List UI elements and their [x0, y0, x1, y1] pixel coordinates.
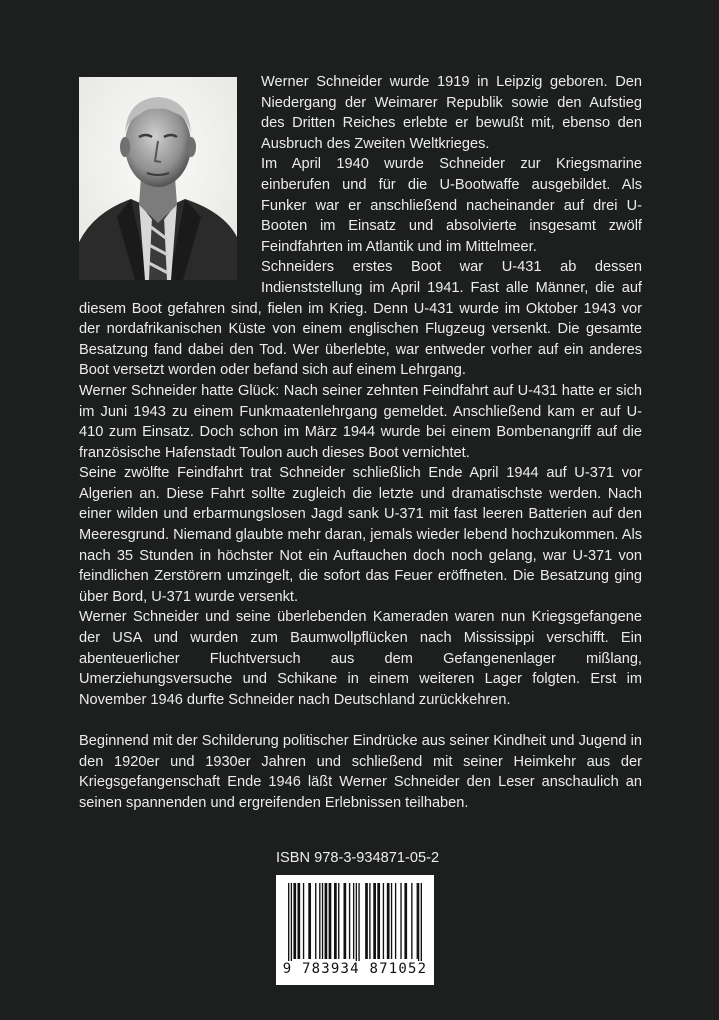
barcode-bar [303, 883, 304, 959]
barcode-digits: 9 783934 871052 [282, 961, 428, 977]
barcode-bar [373, 883, 376, 959]
barcode-bar [288, 883, 289, 961]
barcode-bar [369, 883, 370, 959]
barcode-bar [291, 883, 292, 961]
biography-paragraph: Werner Schneider wurde 1919 in Leipzig geboren. Den Niedergang der Weimarer Republik sowie den Aufstieg des Dritten Reiches erlebte er bewußt mit, ebenso den Ausbruch des Zweiten Weltkrieges. [261, 74, 642, 152]
barcode-bar [404, 883, 407, 959]
barcode-bar [400, 883, 401, 959]
barcode-bar [308, 883, 311, 959]
barcode-bar [356, 883, 357, 961]
barcode-bar [387, 883, 390, 959]
barcode-bar [418, 883, 419, 961]
isbn-label: ISBN 978-3-934871-05-2 [276, 850, 440, 866]
biography-text [79, 72, 642, 813]
barcode-bar [319, 883, 320, 959]
biography-paragraph: Seine zwölfte Feindfahrt trat Schneider schließlich Ende April 1944 auf U-371 vor Algerien an. Diese Fahrt sollte zugleich die letzte und dramatischste werden. Nach einer wilden und erbarmungslosen Jagd sank U-371 mit fast leeren Batterien auf den Meeresgrund. Niemand glaubte mehr daran, jemals wieder lebend hochzukommen. Als nach 35 Stunden in höchster Not ein Auftauchen doch noch gelang, war U-371 von feindlichen Zerstörern umzingelt, die sofort das Feuer eröffneten. Die Besatzung ging über Bord, U-371 wurde versenkt. [79, 465, 642, 605]
barcode-bar [325, 883, 328, 959]
barcode-bar [377, 883, 380, 959]
biography-paragraph: Werner Schneider hatte Glück: Nach seiner zehnten Feindfahrt auf U-431 hatte er sich im Juni 1943 zu einem Funkmaatenlehrgang gemeldet. Anschließend kam er auf U-410 zum Einsatz. Doch schon im März 1944 wurde bei einem Bombenangriff auf die französische Hafenstadt Toulon auch dieses Boot vernichtet. [79, 382, 642, 461]
barcode-bar [353, 883, 354, 959]
barcode-bar [329, 883, 332, 959]
barcode-bar [334, 883, 337, 959]
barcode-bar [343, 883, 346, 959]
biography-paragraph: Werner Schneider und seine überlebenden Kameraden waren nun Kriegsgefangene der USA und wurden zum Baumwollpflücken nach Mississippi verschifft. Ein abenteuerlicher Fluchtversuch aus dem Gefangenenlager mißlang, Umerziehungsversuche und Schikane in einem weiteren Lager folgten. Erst im November 1946 durfte Schneider nach Deutschland zurückkehren. [79, 609, 642, 708]
barcode-bar [293, 883, 296, 959]
barcode-bar [349, 883, 350, 959]
biography-paragraph: Schneiders erstes Boot war U-431 ab dessen Indienststellung im April 1941. Fast alle Männer, die auf diesem Boot gefahren sind, fielen im Krieg. Denn U-431 wurde im Oktober 1943 vor der nordafrikanischen Küste von einem englischen Flugzeug versenkt. Die gesamte Besatzung fand dabei den Tod. Wer überlebte, war entweder vorher auf ein anderes Boot versetzt worden oder befand sich auf einem Lehrgang. [79, 259, 642, 379]
barcode-bar [315, 883, 316, 959]
barcode-bar [297, 883, 300, 959]
barcode-bar [383, 883, 384, 959]
barcode-bar [411, 883, 412, 959]
barcode-bar [391, 883, 392, 959]
biography-paragraph: Im April 1940 wurde Schneider zur Kriegsmarine einberufen und für die U-Bootwaffe ausgebildet. Als Funker war er anschließend nacheinander auf drei U-Booten im Einsatz und absolvierte insgesamt zwölf Feindfahrten im Atlantik und im Mittelmeer. [261, 156, 642, 255]
barcode-bars [276, 875, 434, 961]
barcode-bar [421, 883, 422, 961]
barcode-bar [395, 883, 396, 959]
barcode-bar [322, 883, 323, 959]
barcode-bar [338, 883, 339, 959]
barcode-bar [358, 883, 359, 961]
barcode-bar [365, 883, 368, 959]
portrait-text-wrap-spacer [79, 72, 237, 280]
isbn-barcode [276, 875, 434, 985]
summary-paragraph: Beginnend mit der Schilderung politischer Eindrücke aus seiner Kindheit und Jugend in den 1920er und 1930er Jahren und schließend mit seiner Heimkehr aus der Kriegsgefangenschaft Ende 1946 läßt Werner Schneider den Leser anschaulich an seinen spannenden und ergreifenden Erlebnissen teilhaben. [79, 733, 642, 811]
barcode-bar [417, 883, 418, 959]
